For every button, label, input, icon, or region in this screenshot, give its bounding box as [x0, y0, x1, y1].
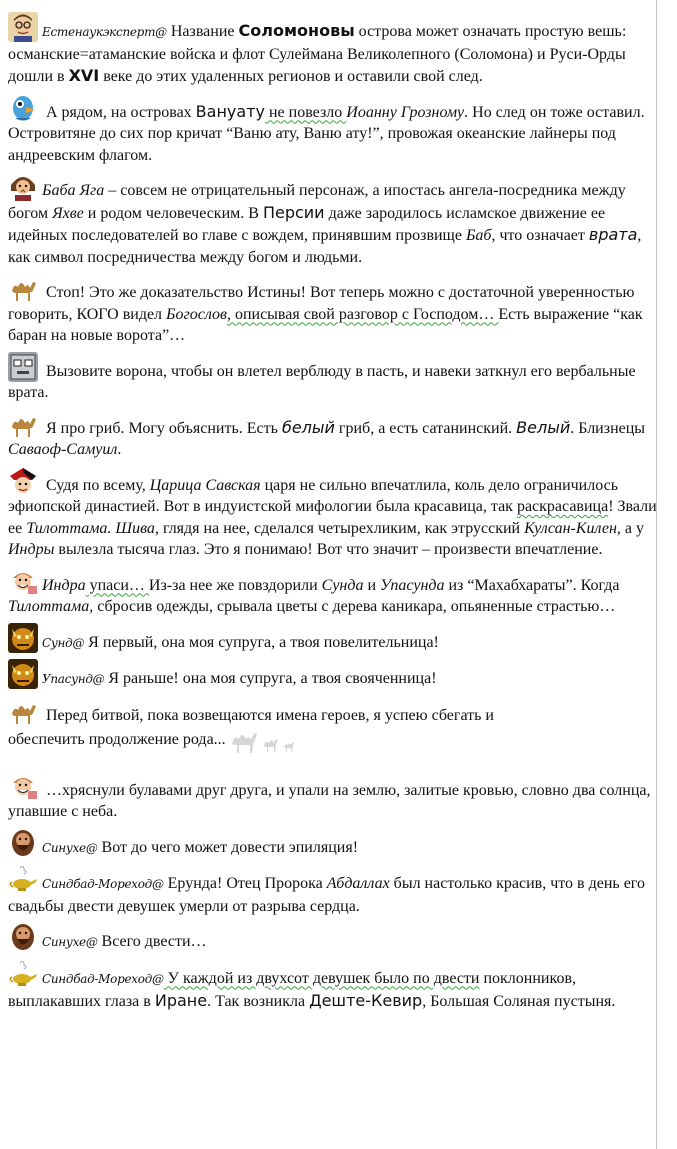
post-text: Индра	[42, 576, 86, 594]
post-text: Есть выражение “как баран на новые ворота”…	[8, 305, 643, 344]
post-text: Тилоттама. Шива	[26, 519, 155, 537]
post	[8, 659, 664, 691]
post	[8, 696, 664, 761]
jester-avatar	[8, 466, 38, 496]
author-signature: Сунд@	[42, 635, 85, 650]
post	[8, 93, 664, 167]
post-text: Соломоновы	[238, 21, 355, 40]
post	[8, 273, 664, 347]
post-text: …хряснули булавами друг друга, и упали на землю, залитые кровью, словно два солнца, упавшие с неба.	[8, 781, 651, 820]
post-text: Сунда	[321, 576, 364, 594]
author-signature: Синухе@	[42, 840, 98, 855]
post-text: Судя по всему,	[42, 476, 150, 494]
post-text: Яхве	[52, 204, 84, 222]
post-text: Велый	[516, 417, 571, 437]
post-text: вылезла тысяча глаз. Это я понимаю! Вот что значит – произвести впечатление.	[54, 541, 603, 558]
post-text: У каждой из двухсот девушек было по двести	[163, 969, 480, 987]
magic-lamp-avatar	[8, 959, 38, 989]
post-text: Всего двести…	[97, 933, 207, 950]
grey-robot-avatar	[8, 352, 38, 382]
post-text: белый	[281, 417, 335, 437]
post-text: , а у	[616, 519, 645, 537]
post-text: Иоанну Грозному	[346, 103, 465, 121]
post	[8, 566, 664, 618]
post-text: и	[363, 576, 381, 594]
post-text: царя не сильно впечатлила, коль дело ограничилось эфиопской династией. Вот в индуистской мифологии была красавица, так	[8, 476, 619, 515]
post-text: А рядом, на островах	[42, 103, 196, 121]
post-text: Саваоф-Самуил	[8, 441, 118, 458]
post-text: Кулсан-Килен	[524, 519, 617, 537]
post-text: Тилоттама,	[8, 598, 94, 615]
post-text: поклонников, выплакавших глаза в	[8, 969, 576, 1010]
blue-parrot-avatar	[8, 93, 38, 123]
post	[8, 171, 664, 268]
demon-avatar	[8, 623, 38, 653]
bearded-man-avatar	[8, 828, 38, 858]
post-text: Название	[166, 23, 239, 40]
post-text: Баб	[465, 227, 492, 244]
post-text: Ерунда! Отец Пророка	[163, 875, 327, 892]
post-text: Баба Яга	[42, 182, 105, 199]
bearded-man-avatar	[8, 922, 38, 952]
post-text: XVI	[68, 66, 100, 85]
post-text: Перед битвой, пока возвещаются имена героев, я успею сбегать и	[42, 706, 494, 724]
post-text: врата	[588, 225, 638, 244]
post-text: Стоп! Это же доказательство Истины! Вот теперь можно с достаточной уверенностью говорить, КОГО видел	[8, 284, 635, 323]
post-text: упаси…	[85, 576, 149, 594]
post-text: Вот до чего может довести эпиляция!	[97, 838, 359, 856]
post-text: и родом человеческим. В	[83, 204, 263, 222]
author-signature: Синдбад-Мореход@	[42, 877, 164, 891]
post-text: даже зародилось исламское движение ее идейных последователей во главе с вождем, принявшим прозвище	[8, 204, 606, 244]
post	[8, 623, 664, 655]
post-text: ! Звали ее	[8, 498, 657, 537]
demon-avatar	[8, 659, 38, 689]
post-text: сбросив одежды, срывала цветы с дерева каникара, опьяненные страстью…	[93, 598, 616, 615]
post	[8, 828, 664, 860]
post-text: .	[117, 441, 122, 458]
smiling-man-avatar	[8, 771, 38, 801]
author-signature: Синухе@	[42, 935, 98, 949]
post-text: . Но след он тоже оставил. Островитяне до сих пор кричат “Ваню ату, Ваню ату!”, провожая океанские лайнеры под андреевским флагом.	[8, 103, 645, 164]
forum-thread	[8, 12, 664, 1018]
post-text: Богослов	[166, 305, 227, 323]
post-text: Иране	[154, 991, 208, 1010]
post-text: веке до этих удаленных регионов и оставили свой след.	[99, 68, 483, 85]
author-signature: Синдбад-Мореход@	[42, 971, 164, 986]
author-signature: Естенаукэксперт@	[42, 25, 167, 39]
post-text: Вызовите ворона, чтобы он влетел верблюду в пасть, и навеки заткнул его вербальные врата.	[8, 362, 636, 401]
post-text: Индры	[8, 541, 55, 558]
post-text: Деште-Кевир	[309, 991, 423, 1010]
post-text: был настолько красив, что в день его свадьбы двести девушек умерли от разрыва сердца.	[8, 875, 645, 915]
post-text: не повезло	[264, 103, 347, 121]
smiling-man-avatar	[8, 566, 38, 596]
post-text: обеспечить продолжение рода...	[8, 731, 226, 748]
post-text: Вануату	[195, 101, 265, 121]
post-text: острова может означать простую вешь: османские=атаманские войска и флот Сулеймана Великолепного (Соломона) и Руси-Орды дошли в	[8, 23, 627, 85]
post-text: , что означает	[491, 227, 589, 244]
post-text: Абдаллах	[326, 875, 390, 892]
post-text: . Близнецы	[570, 419, 646, 437]
post	[8, 922, 664, 954]
man-with-glasses-avatar	[8, 12, 38, 42]
post-text: , как символ посредничества между богом и людьми.	[8, 227, 642, 266]
post-text: из “Махабхараты”. Когда	[444, 576, 620, 594]
post-text: , глядя на нее, сделался четырехликим, как этрусский	[154, 519, 525, 537]
camel-avatar	[8, 696, 38, 726]
old-woman-avatar	[8, 171, 38, 201]
post-text: раскрасавица	[516, 498, 609, 515]
post	[8, 959, 664, 1013]
camel-family-icon	[230, 728, 302, 761]
camel-avatar	[8, 409, 38, 439]
camel-avatar	[8, 273, 38, 303]
post-text: Я раньше! она моя супруга, а твоя свояченница!	[104, 670, 437, 687]
post-text: , описывая свой разговор с Господом…	[226, 305, 499, 323]
post-text: Упасунда	[380, 576, 445, 594]
post-text: Я первый, она моя супруга, а твоя повелительница!	[84, 633, 439, 651]
author-signature: Упасунд@	[42, 672, 105, 686]
post-text: , Большая Соляная пустыня.	[422, 993, 616, 1010]
post	[8, 12, 664, 88]
post-text: гриб, а есть сатанинский.	[334, 419, 517, 437]
post	[8, 771, 664, 823]
post-text: Царица Савская	[149, 476, 261, 494]
post	[8, 352, 664, 404]
post-text: Персии	[262, 202, 325, 222]
magic-lamp-avatar	[8, 864, 38, 894]
post	[8, 409, 664, 461]
post-text: Я про гриб. Могу объяснить. Есть	[42, 419, 282, 437]
post-text: . Так возникла	[207, 993, 310, 1010]
post-text: – совсем не отрицательный персонаж, а ипостась ангела-посредника между богом	[8, 182, 626, 222]
post	[8, 466, 664, 561]
post-text: Из-за нее же повздорили	[148, 576, 322, 594]
post	[8, 864, 664, 917]
